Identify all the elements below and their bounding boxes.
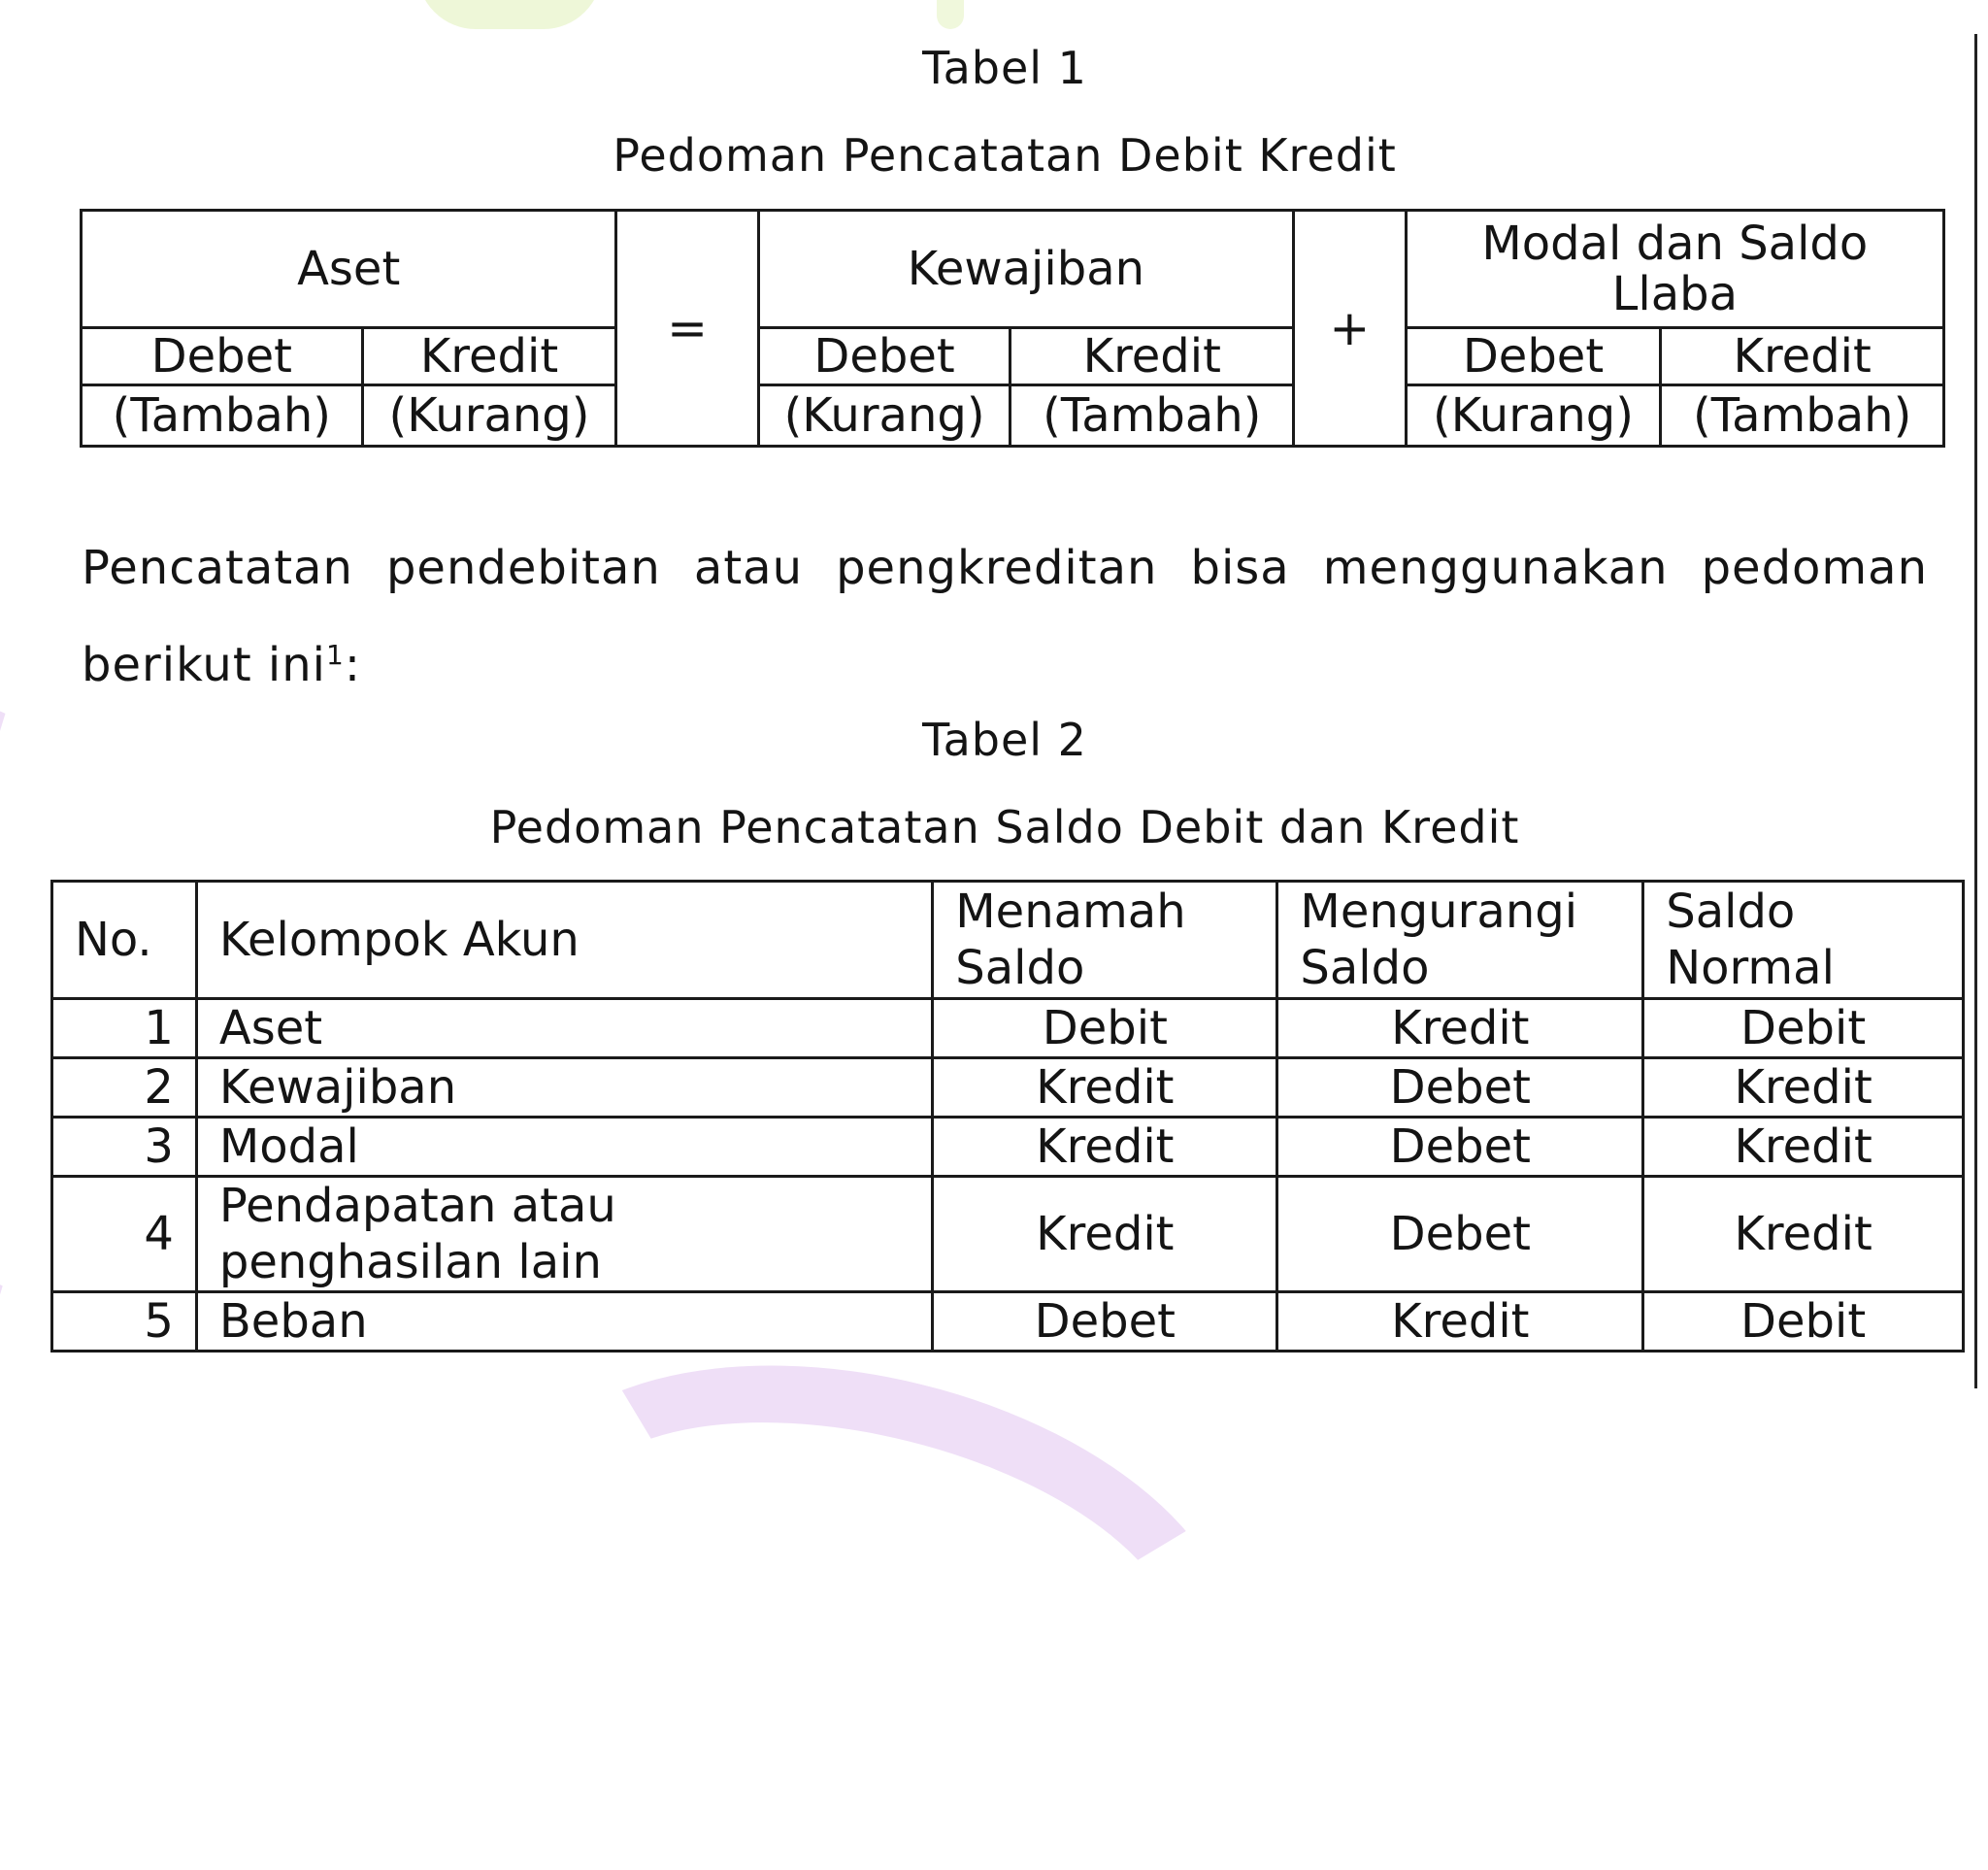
kewajiban-kredit: Kredit <box>1011 328 1294 385</box>
header-kelompok-akun: Kelompok Akun <box>196 882 932 999</box>
header-no: No. <box>52 882 197 999</box>
row-no: 2 <box>52 1058 197 1118</box>
row-normal: Debit <box>1643 999 1964 1058</box>
row-tambah: Kredit <box>933 1118 1277 1177</box>
paragraph-line-1: Pencatatan pendebitan atau pengkreditan bisa menggunakan pedoman <box>82 541 1928 595</box>
kewajiban-kredit-effect: (Tambah) <box>1011 385 1294 447</box>
paragraph <box>82 524 1928 709</box>
aset-debet: Debet <box>82 328 363 385</box>
header-saldo-normal: Saldo Normal <box>1643 882 1964 999</box>
decorative-shape-top <box>417 0 602 29</box>
group-modal: Modal dan Saldo Llaba <box>1406 211 1943 328</box>
table-row <box>52 1058 1964 1118</box>
row-akun: Kewajiban <box>196 1058 932 1118</box>
table-row <box>52 1292 1964 1352</box>
header-menamah-saldo: Menamah Saldo <box>933 882 1277 999</box>
table-row <box>52 1177 1964 1292</box>
tabel2-saldo <box>50 880 1965 1352</box>
row-kurang: Debet <box>1277 1177 1643 1292</box>
table-row <box>52 999 1964 1058</box>
tabel1-label: Tabel 1 <box>922 42 1087 94</box>
decorative-arc-bottom <box>466 1295 1280 1869</box>
row-kurang: Debet <box>1277 1058 1643 1118</box>
row-akun: Aset <box>196 999 932 1058</box>
row-kurang: Debet <box>1277 1118 1643 1177</box>
paragraph-line-2-text: berikut ini <box>82 638 326 692</box>
modal-debet: Debet <box>1406 328 1661 385</box>
kewajiban-debet: Debet <box>758 328 1011 385</box>
aset-debet-effect: (Tambah) <box>82 385 363 447</box>
aset-kredit-effect: (Kurang) <box>362 385 616 447</box>
modal-kredit: Kredit <box>1661 328 1944 385</box>
row-normal: Debit <box>1643 1292 1964 1352</box>
header-mengurangi-saldo: Mengurangi Saldo <box>1277 882 1643 999</box>
plus-sign: + <box>1294 211 1407 447</box>
row-tambah: Debit <box>933 999 1277 1058</box>
group-aset: Aset <box>82 211 616 328</box>
tabel1-title: Pedoman Pencatatan Debit Kredit <box>613 129 1397 182</box>
tabel2-title: Pedoman Pencatatan Saldo Debit dan Kredit <box>489 801 1520 853</box>
tabel1-debit-kredit <box>80 209 1945 448</box>
footnote-ref: 1 <box>325 639 345 671</box>
row-normal: Kredit <box>1643 1118 1964 1177</box>
modal-debet-effect: (Kurang) <box>1406 385 1661 447</box>
row-akun: Pendapatan atau penghasilan lain <box>196 1177 932 1292</box>
table-row <box>52 1118 1964 1177</box>
row-no: 4 <box>52 1177 197 1292</box>
group-kewajiban: Kewajiban <box>758 211 1293 328</box>
row-tambah: Kredit <box>933 1177 1277 1292</box>
row-no: 3 <box>52 1118 197 1177</box>
row-kurang: Kredit <box>1277 999 1643 1058</box>
row-akun: Beban <box>196 1292 932 1352</box>
aset-kredit: Kredit <box>362 328 616 385</box>
paragraph-line-2 <box>82 638 361 692</box>
tabel2-label: Tabel 2 <box>922 714 1087 766</box>
decorative-shape-top-small <box>937 0 964 29</box>
modal-kredit-effect: (Tambah) <box>1661 385 1944 447</box>
equals-sign: = <box>616 211 758 447</box>
paragraph-colon: : <box>344 638 361 692</box>
row-akun: Modal <box>196 1118 932 1177</box>
row-no: 1 <box>52 999 197 1058</box>
row-tambah: Kredit <box>933 1058 1277 1118</box>
row-no: 5 <box>52 1292 197 1352</box>
row-tambah: Debet <box>933 1292 1277 1352</box>
row-kurang: Kredit <box>1277 1292 1643 1352</box>
row-normal: Kredit <box>1643 1177 1964 1292</box>
kewajiban-debet-effect: (Kurang) <box>758 385 1011 447</box>
row-normal: Kredit <box>1643 1058 1964 1118</box>
